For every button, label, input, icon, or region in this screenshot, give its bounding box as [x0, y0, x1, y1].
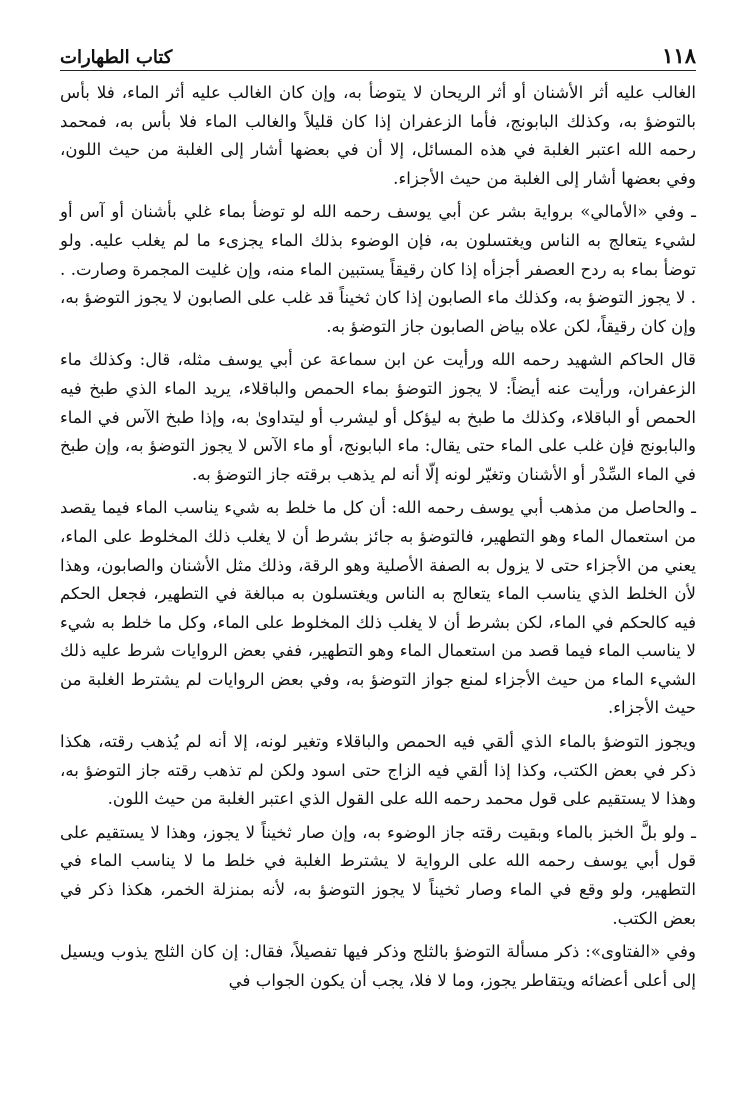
paragraph: ـ وفي «الأمالي» برواية بشر عن أبي يوسف رحمه الله لو توضأ بماء غلي بأشنان أو آس أو لشيء يتعالج به الناس ويغتسلون به، فإن الوضوء بذلك الماء يجزىء ما لم يغلب عليه. ولو توضأ بماء به ردح العصفر أجزأه إذا كان رقيقاً يستبين الماء منه، وإن غليت المجمرة وصارت. . . لا يجوز التوضؤ به، وكذلك ماء الصابون إذا كان ثخيناً قد غلب على الصابون لا يجوز التوضؤ به، وإن كان رقيقاً، لكن علاه بياض الصابون جاز التوضؤ به.: [60, 202, 696, 336]
page-number: ١١٨: [662, 43, 696, 68]
page-body: [60, 79, 696, 995]
paragraph: قال الحاكم الشهيد رحمه الله ورأيت عن ابن سماعة عن أبي يوسف مثله، قال: وكذلك ماء الزعفران، ورأيت عنه أيضاً: لا يجوز التوضؤ بماء الحمص والباقلاء، يريد الماء الذي طبخ فيه الحمص أو الباقلاء، وكذلك ما طبخ به ليؤكل أو ليشرب أو ليتداوىٰ به، وإذا طبخ الآس في الماء والبابونج فإن غلب على الماء حتى يقال: ماء البابونج، أو ماء الآس لا يجوز التوضؤ به، وإن طبخ في الماء السِّدْر أو الأشنان وتغيّر لونه إلّا أنه لم يذهب برقته جاز التوضؤ به.: [60, 350, 696, 484]
book-title: كتاب الطهارات: [60, 47, 173, 68]
paragraph: وفي «الفتاوى»: ذكر مسألة التوضؤ بالثلج وذكر فيها تفصيلاً، فقال: إن كان الثلج يذوب ويسيل إلى أعلى أعضائه ويتقاطر يجوز، وما لا فلا، يجب أن يكون الجواب في: [60, 942, 696, 990]
page-header: [60, 38, 696, 71]
paragraph: ويجوز التوضؤ بالماء الذي ألقي فيه الحمص والباقلاء وتغير لونه، إلا أنه لم يُذهب رقته، هكذا ذكر في بعض الكتب، وكذا إذا ألقي فيه الزاج حتى اسود ولكن لم تذهب رقته جاز التوضؤ به، وهذا لا يستقيم على قول محمد رحمه الله على القول الذي اعتبر الغلبة من حيث اللون.: [60, 732, 696, 809]
paragraph: الغالب عليه أثر الأشنان أو أثر الريحان لا يتوضأ به، وإن كان الغالب عليه أثر الماء، فلا بأس بالتوضؤ به، وكذلك البابونج، فأما الزعفران إذا كان قليلاً والغالب الماء فلا بأس به، فمحمد رحمه الله اعتبر الغلبة في هذه المسائل، إلا أن في بعضها أشار إلى الغلبة من حيث اللون، وفي بعضها أشار إلى الغلبة من حيث الأجزاء.: [60, 83, 696, 188]
paragraph: ـ والحاصل من مذهب أبي يوسف رحمه الله: أن كل ما خلط به شيء يناسب الماء فيما يقصد من استعمال الماء وهو التطهير، فالتوضؤ به جائز بشرط أن لا يغلب ذلك المخلوط على الماء، يعني من الأجزاء حتى لا يزول به الصفة الأصلية وهو الرقة، وذلك مثل الأشنان والصابون، وهذا لأن الخلط الذي يناسب الماء يتعالج به الناس ويغتسلون به مبالغة في التطهير، فجعل الحكم فيه كالحكم في الماء، لكن بشرط أن لا يغلب ذلك المخلوط على الماء، وكل ما خلط به شيء لا يناسب الماء فيما قصد من استعمال الماء وهو التطهير، ففي بعض الروايات شرط عليه ذلك الشيء الماء من حيث الأجزاء لمنع جواز التوضؤ به، وفي بعض الروايات لم يشترط الغلبة من حيث الأجزاء.: [60, 498, 696, 718]
paragraph: ـ ولو بلَّ الخبز بالماء وبقيت رقته جاز الوضوء به، وإن صار ثخيناً لا يجوز، وهذا لا يستقيم على قول أبي يوسف رحمه الله على الرواية لا يشترط الغلبة في خلط ما لا يناسب الماء في التطهير، ولو وقع في الماء وصار ثخيناً لا يجوز التوضؤ به، لأنه بمنزلة الخمر، هكذا ذكر في بعض الكتب.: [60, 822, 696, 928]
